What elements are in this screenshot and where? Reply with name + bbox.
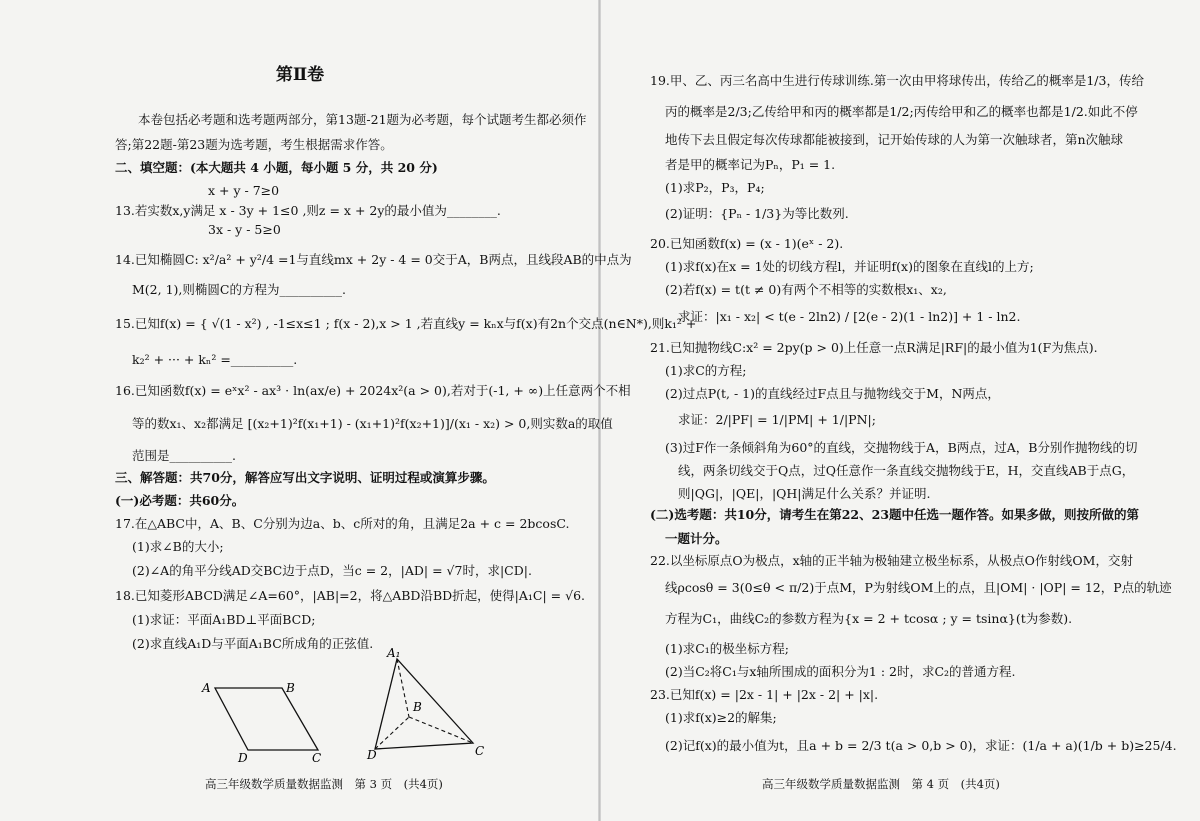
left-text-line: 答;第22题-第23题为选考题，考生根据需求作答。 (115, 137, 393, 152)
right-text-line: (2)记f(x)的最小值为t，且a + b = 2/3 t(a > 0,b > 0)，求证：(1/a + a)(1/b + b)≥25/4. (665, 738, 1177, 753)
right-text-line: (2)若f(x) = t(t ≠ 0)有两个不相等的实数根x₁、x₂, (665, 282, 947, 297)
right-text-line: (3)过F作一条倾斜角为60°的直线，交抛物线于A，B两点，过A，B分别作抛物线的切 (665, 440, 1138, 455)
right-text-line: 20.已知函数f(x) = (x - 1)(eˣ - 2). (650, 236, 844, 251)
right-text-line: 地传下去且假定每次传球都能被接到，记开始传球的人为第一次触球者，第n次触球 (665, 132, 1124, 147)
left-text-line: x + y - 7≥0 (208, 183, 280, 198)
right-text-line: 则|QG|，|QE|，|QH|满足什么关系？并证明. (678, 486, 931, 501)
right-text-line: 线ρcosθ = 3(0≤θ < π/2)于点M，P为射线OM上的点，且|OM| · |OP| = 12，P点的轨迹 (665, 580, 1172, 595)
label-A1: A₁ (387, 646, 401, 660)
left-text-line: 范围是__________. (132, 448, 236, 463)
left-text-line: 三、解答题：共70分，解答应写出文字说明、证明过程或演算步骤。 (115, 470, 495, 485)
left-text-line: 17.在△ABC中，A、B、C分别为边a、b、c所对的角，且满足2a + c = 2bcosC. (115, 516, 570, 531)
left-text-line: 14.已知椭圆C: x²/a² + y²/4 =1与直线mx + 2y - 4 = 0交于A，B两点，且线段AB的中点为 (115, 252, 632, 267)
label-B: B (286, 681, 295, 695)
right-text-line: (2)证明：{Pₙ - 1/3}为等比数列. (665, 206, 849, 221)
right-text-line: 23.已知f(x) = |2x - 1| + |2x - 2| + |x|. (650, 687, 879, 702)
left-text-line: k₂² + ··· + kₙ² =__________. (132, 352, 298, 367)
left-text-line: 16.已知函数f(x) = eˣx² - ax³ · ln(ax/e) + 2024x²(a > 0),若对于(-1, + ∞)上任意两个不相 (115, 383, 631, 398)
left-text-line: 15.已知f(x) = { √(1 - x²) , -1≤x≤1 ; f(x - 2),x > 1 ,若直线y = kₙx与f(x)有2n个交点(n∈N*),则k₁² + (115, 316, 697, 331)
left-text-line: 本卷包括必考题和选考题两部分，第13题-21题为必考题，每个试题考生都必须作 (138, 112, 587, 127)
right-text-line: (1)求C的方程; (665, 363, 747, 378)
right-text-line: 丙的概率是2/3;乙传给甲和丙的概率都是1/2;丙传给甲和乙的概率也都是1/2.如此不停 (665, 104, 1138, 119)
page-fold (598, 0, 601, 821)
footer-right: 高三年级数学质量数据监测 第 4 页 (共4页) (762, 777, 1000, 791)
label-C2: C (475, 744, 485, 758)
figure-tetrahedron (365, 645, 495, 765)
right-text-line: (1)求P₂，P₃，P₄; (665, 180, 765, 195)
left-text-line: 13.若实数x,y满足 x - 3y + 1≤0 ,则z = x + 2y的最小值为________. (115, 203, 501, 218)
right-text-line: 者是甲的概率记为Pₙ，P₁ = 1. (665, 157, 836, 172)
right-text-line: 21.已知抛物线C:x² = 2py(p > 0)上任意一点R满足|RF|的最小值为1(F为焦点). (650, 340, 1098, 355)
left-text-line: (一)必考题：共60分。 (115, 493, 245, 508)
left-text-line: 二、填空题：(本大题共 4 小题，每小题 5 分，共 20 分) (115, 160, 438, 175)
right-text-line: 一题计分。 (665, 531, 728, 546)
right-text-line: (二)选考题：共10分，请考生在第22、23题中任选一题作答。如果多做，则按所做的第 (650, 507, 1140, 522)
right-text-line: 22.以坐标原点O为极点，x轴的正半轴为极轴建立极坐标系，从极点O作射线OM，交射 (650, 553, 1133, 568)
figure-rhombus (190, 670, 340, 765)
right-text-line: (2)当C₂将C₁与x轴所围成的面积分为1 : 2时，求C₂的普通方程. (665, 664, 1016, 679)
right-text-line: 求证：|x₁ - x₂| < t(e - 2ln2) / [2(e - 2)(1 - ln2)] + 1 - ln2. (678, 309, 1021, 324)
label-B2: B (413, 700, 422, 714)
left-text-line: 3x - y - 5≥0 (208, 222, 281, 237)
right-text-line: (1)求C₁的极坐标方程; (665, 641, 789, 656)
footer-left: 高三年级数学质量数据监测 第 3 页 (共4页) (205, 777, 443, 791)
label-A: A (202, 681, 211, 695)
left-text-line: 18.已知菱形ABCD满足∠A=60°，|AB|=2，将△ABD沿BD折起，使得|A₁C| = √6. (115, 588, 585, 603)
label-D2: D (367, 748, 377, 762)
section-title: 第Ⅱ卷 (275, 65, 325, 85)
right-text-line: (2)过点P(t, - 1)的直线经过F点且与抛物线交于M，N两点， (665, 386, 1000, 401)
right-text-line: 线，两条切线交于Q点，过Q任意作一条直线交抛物线于E，H，交直线AB于点G， (678, 463, 1135, 478)
right-text-line: 求证：2/|PF| = 1/|PM| + 1/|PN|; (678, 412, 876, 427)
right-text-line: (1)求f(x)≥2的解集; (665, 710, 777, 725)
right-text-line: 19.甲、乙、丙三名高中生进行传球训练.第一次由甲将球传出，传给乙的概率是1/3，传给 (650, 73, 1144, 88)
right-text-line: (1)求f(x)在x = 1处的切线方程l，并证明f(x)的图象在直线l的上方; (665, 259, 1034, 274)
left-text-line: (1)求∠B的大小; (132, 539, 224, 554)
right-text-line: 方程为C₁，曲线C₂的参数方程为{x = 2 + tcosα ; y = tsinα}(t为参数). (665, 611, 1073, 626)
left-text-line: (2)求直线A₁D与平面A₁BC所成角的正弦值. (132, 636, 374, 651)
left-text-line: 等的数x₁、x₂都满足 [(x₂+1)²f(x₁+1) - (x₁+1)²f(x₂+1)]/(x₁ - x₂) > 0,则实数a的取值 (132, 416, 613, 431)
label-D: D (238, 751, 248, 765)
left-text-line: (2)∠A的角平分线AD交BC边于点D，当c = 2，|AD| = √7时，求|CD|. (132, 563, 532, 578)
left-text-line: M(2, 1),则椭圆C的方程为__________. (132, 282, 346, 297)
label-C: C (312, 751, 322, 765)
left-text-line: (1)求证：平面A₁BD⊥平面BCD; (132, 612, 316, 627)
